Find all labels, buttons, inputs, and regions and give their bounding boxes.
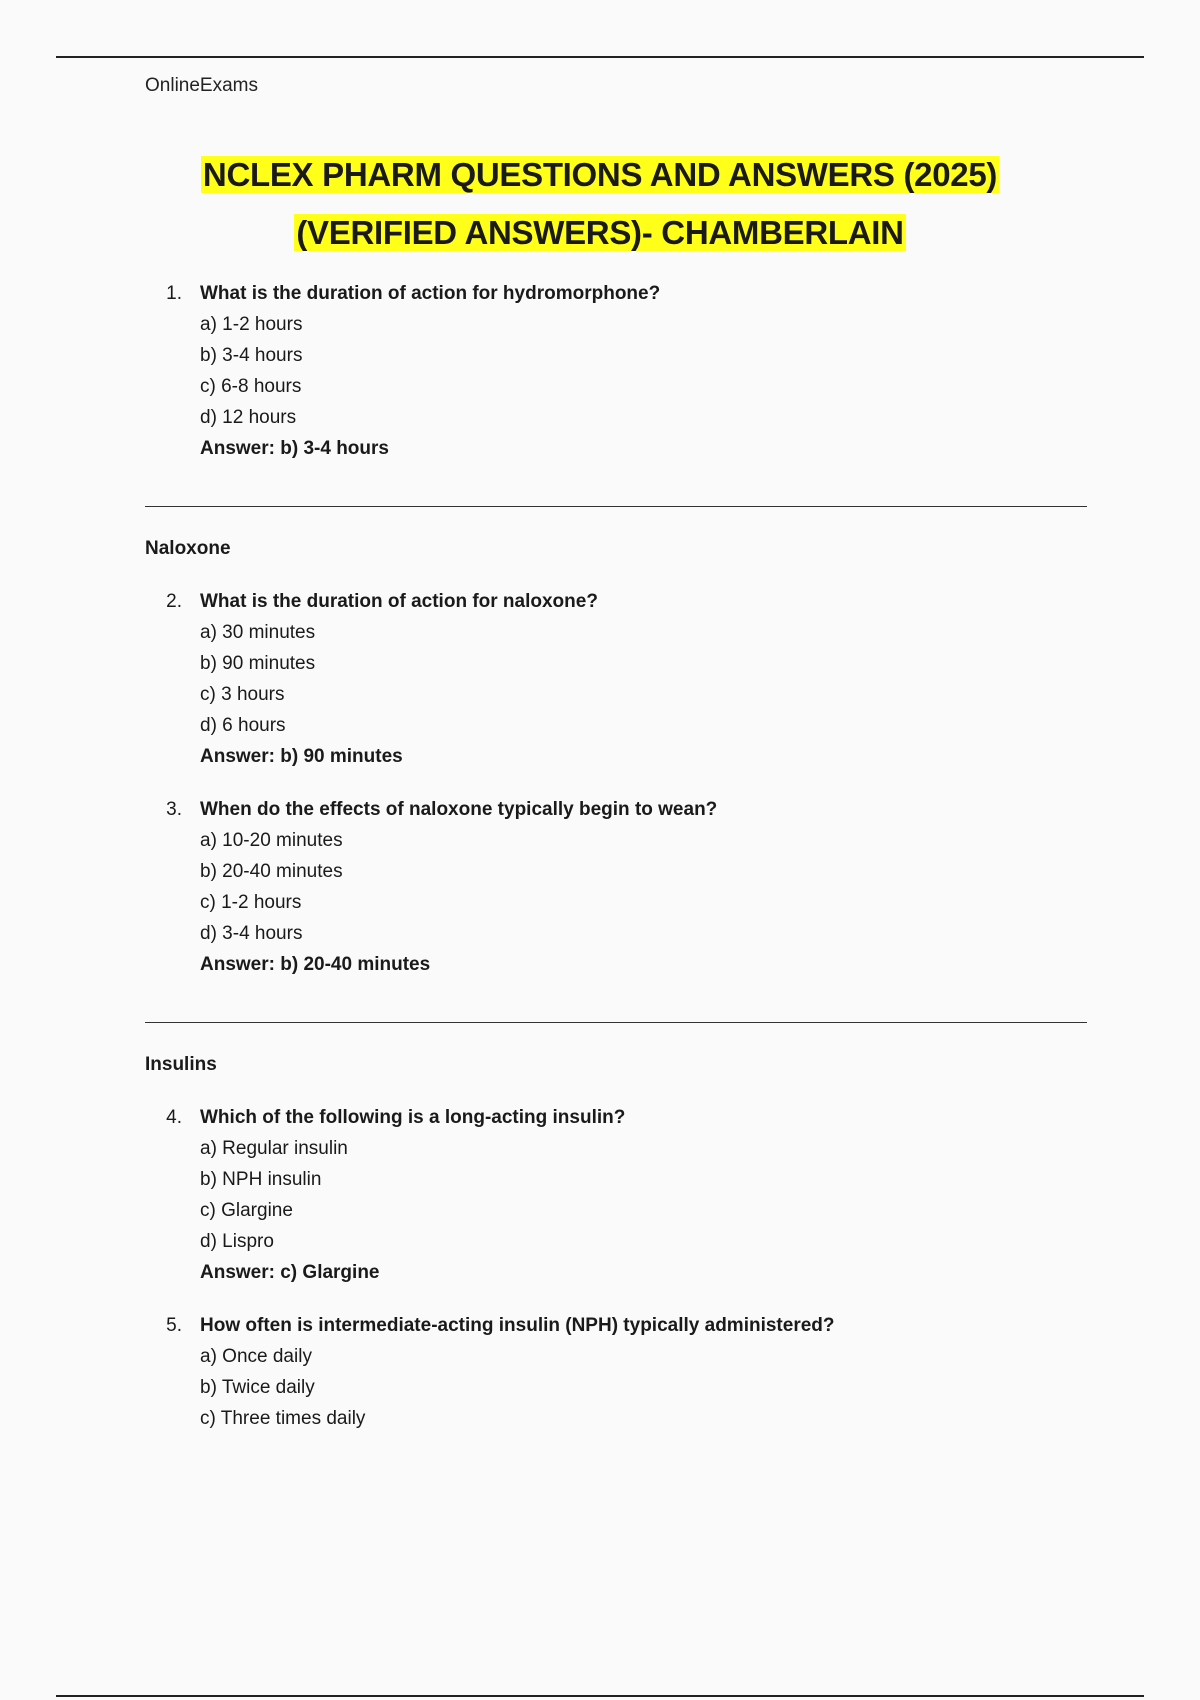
question-number: 1. [166, 283, 182, 304]
document-body [145, 278, 1087, 1456]
question-text: Which of the following is a long-acting insulin? [200, 1107, 626, 1128]
answer: Answer: b) 3-4 hours [200, 438, 389, 459]
option: d) 12 hours [200, 407, 297, 428]
section-divider [145, 506, 1087, 507]
option: a) 30 minutes [200, 622, 316, 643]
section-heading-insulins: Insulins [145, 1054, 217, 1075]
title-line-2: (VERIFIED ANSWERS)- CHAMBERLAIN [296, 214, 904, 251]
option: a) Regular insulin [200, 1138, 348, 1159]
option: c) 6-8 hours [200, 376, 302, 397]
answer: Answer: b) 90 minutes [200, 746, 403, 767]
option: b) NPH insulin [200, 1169, 322, 1190]
question-text: How often is intermediate-acting insulin (NPH) typically administered? [200, 1315, 835, 1336]
section-divider [145, 1022, 1087, 1023]
option: b) 3-4 hours [200, 345, 303, 366]
question-2 [145, 586, 1087, 772]
option: d) 3-4 hours [200, 923, 303, 944]
option: c) 3 hours [200, 684, 285, 705]
option: c) 1-2 hours [200, 892, 302, 913]
page-header: OnlineExams [145, 75, 258, 96]
bottom-rule [56, 1695, 1144, 1697]
option: c) Glargine [200, 1200, 293, 1221]
section-heading-naloxone: Naloxone [145, 538, 231, 559]
question-4 [145, 1102, 1087, 1288]
question-3 [145, 794, 1087, 980]
answer: Answer: c) Glargine [200, 1262, 380, 1283]
question-number: 4. [166, 1107, 182, 1128]
option: c) Three times daily [200, 1408, 366, 1429]
option: a) Once daily [200, 1346, 312, 1367]
document-title [0, 146, 1200, 262]
answer: Answer: b) 20-40 minutes [200, 954, 431, 975]
question-number: 2. [166, 591, 182, 612]
option: a) 1-2 hours [200, 314, 303, 335]
option: d) Lispro [200, 1231, 274, 1252]
question-number: 5. [166, 1315, 182, 1336]
option: b) Twice daily [200, 1377, 315, 1398]
option: a) 10-20 minutes [200, 830, 343, 851]
question-number: 3. [166, 799, 182, 820]
question-text: What is the duration of action for hydromorphone? [200, 283, 661, 304]
option: b) 20-40 minutes [200, 861, 343, 882]
question-text: What is the duration of action for naloxone? [200, 591, 598, 612]
option: d) 6 hours [200, 715, 286, 736]
question-text: When do the effects of naloxone typically begin to wean? [200, 799, 718, 820]
title-line-1: NCLEX PHARM QUESTIONS AND ANSWERS (2025) [202, 156, 998, 193]
question-1 [145, 278, 1087, 464]
option: b) 90 minutes [200, 653, 316, 674]
question-5 [145, 1310, 1087, 1434]
top-rule [56, 56, 1144, 58]
